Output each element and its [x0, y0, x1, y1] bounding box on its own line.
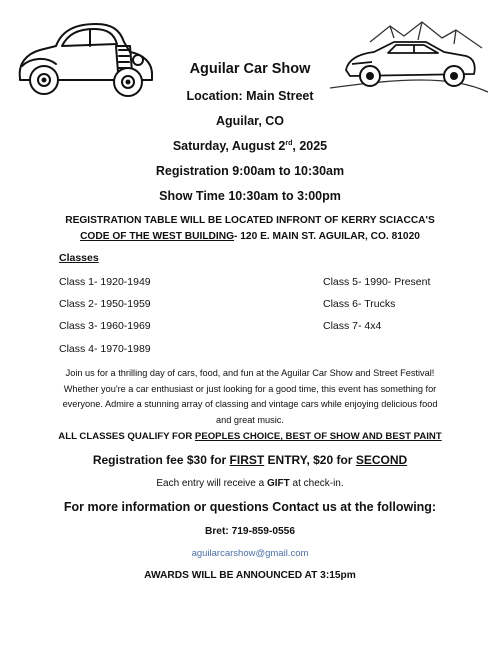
reg-table-line1: REGISTRATION TABLE WILL BE LOCATED INFRONT OF KERRY SCIACCA'S [65, 215, 435, 226]
registration-time: Registration 9:00am to 10:30am [155, 164, 345, 178]
classes-heading: Classes [59, 252, 99, 264]
location-line: Location: Main Street [186, 89, 314, 103]
award-categories: PEOPLES CHOICE, BEST OF SHOW AND BEST PAINT [194, 431, 442, 442]
class-item: Class 7- 4x4 [323, 320, 382, 332]
all-classes-notice [0, 431, 500, 442]
vintage-car-icon [12, 16, 160, 100]
fee-part-a: Registration fee $30 for [92, 453, 230, 467]
date-line [0, 139, 500, 153]
date-year: , 2025 [292, 139, 328, 153]
contact-email-link[interactable]: aguilarcarshow@gmail.com [191, 548, 309, 559]
gift-notice [0, 478, 500, 489]
gift-part-a: Each entry will receive a [156, 478, 267, 489]
event-description: Join us for a thrilling day of cars, food, and fun at the Aguilar Car Show and Street Festival! Whether you're a car enthusiast or just looking for a good time, this event has something for everyone. Admire a stunning array of classing and vintage cars while enjoying delicious food and great music. [62, 368, 438, 425]
page-title: Aguilar Car Show [189, 61, 311, 77]
show-time: Show Time 10:30am to 3:00pm [159, 189, 341, 203]
more-info-heading: For more information or questions Contact us at the following: [63, 500, 437, 514]
gift-word: GIFT [266, 478, 290, 489]
city-line: Aguilar, CO [215, 114, 285, 128]
class-item: Class 5- 1990- Present [323, 276, 431, 288]
gift-part-c: at check-in. [289, 478, 344, 489]
registration-table-notice [40, 213, 460, 245]
date-prefix: Saturday, August 2 [172, 139, 286, 153]
reg-table-line2 [40, 229, 460, 245]
fee-second: SECOND [355, 453, 408, 467]
registration-fee [0, 453, 500, 467]
building-address: - 120 E. MAIN ST. AGUILAR, CO. 81020 [234, 231, 420, 242]
class-item: Class 2- 1950-1959 [59, 298, 151, 310]
class-item: Class 3- 1960-1969 [59, 320, 151, 332]
fee-first: FIRST [229, 453, 265, 467]
all-classes-prefix: ALL CLASSES QUALIFY FOR [58, 431, 195, 442]
contact-phone: Bret: 719-859-0556 [204, 526, 296, 537]
class-item: Class 4- 1970-1989 [59, 343, 151, 355]
building-name: CODE OF THE WEST BUILDING [80, 231, 235, 242]
class-item: Class 1- 1920-1949 [59, 276, 151, 288]
awards-notice: AWARDS WILL BE ANNOUNCED AT 3:15pm [144, 570, 356, 581]
class-item: Class 6- Trucks [323, 298, 396, 310]
fee-part-c: ENTRY, $20 for [264, 453, 356, 467]
date-suffix-sup: rd [285, 139, 293, 147]
